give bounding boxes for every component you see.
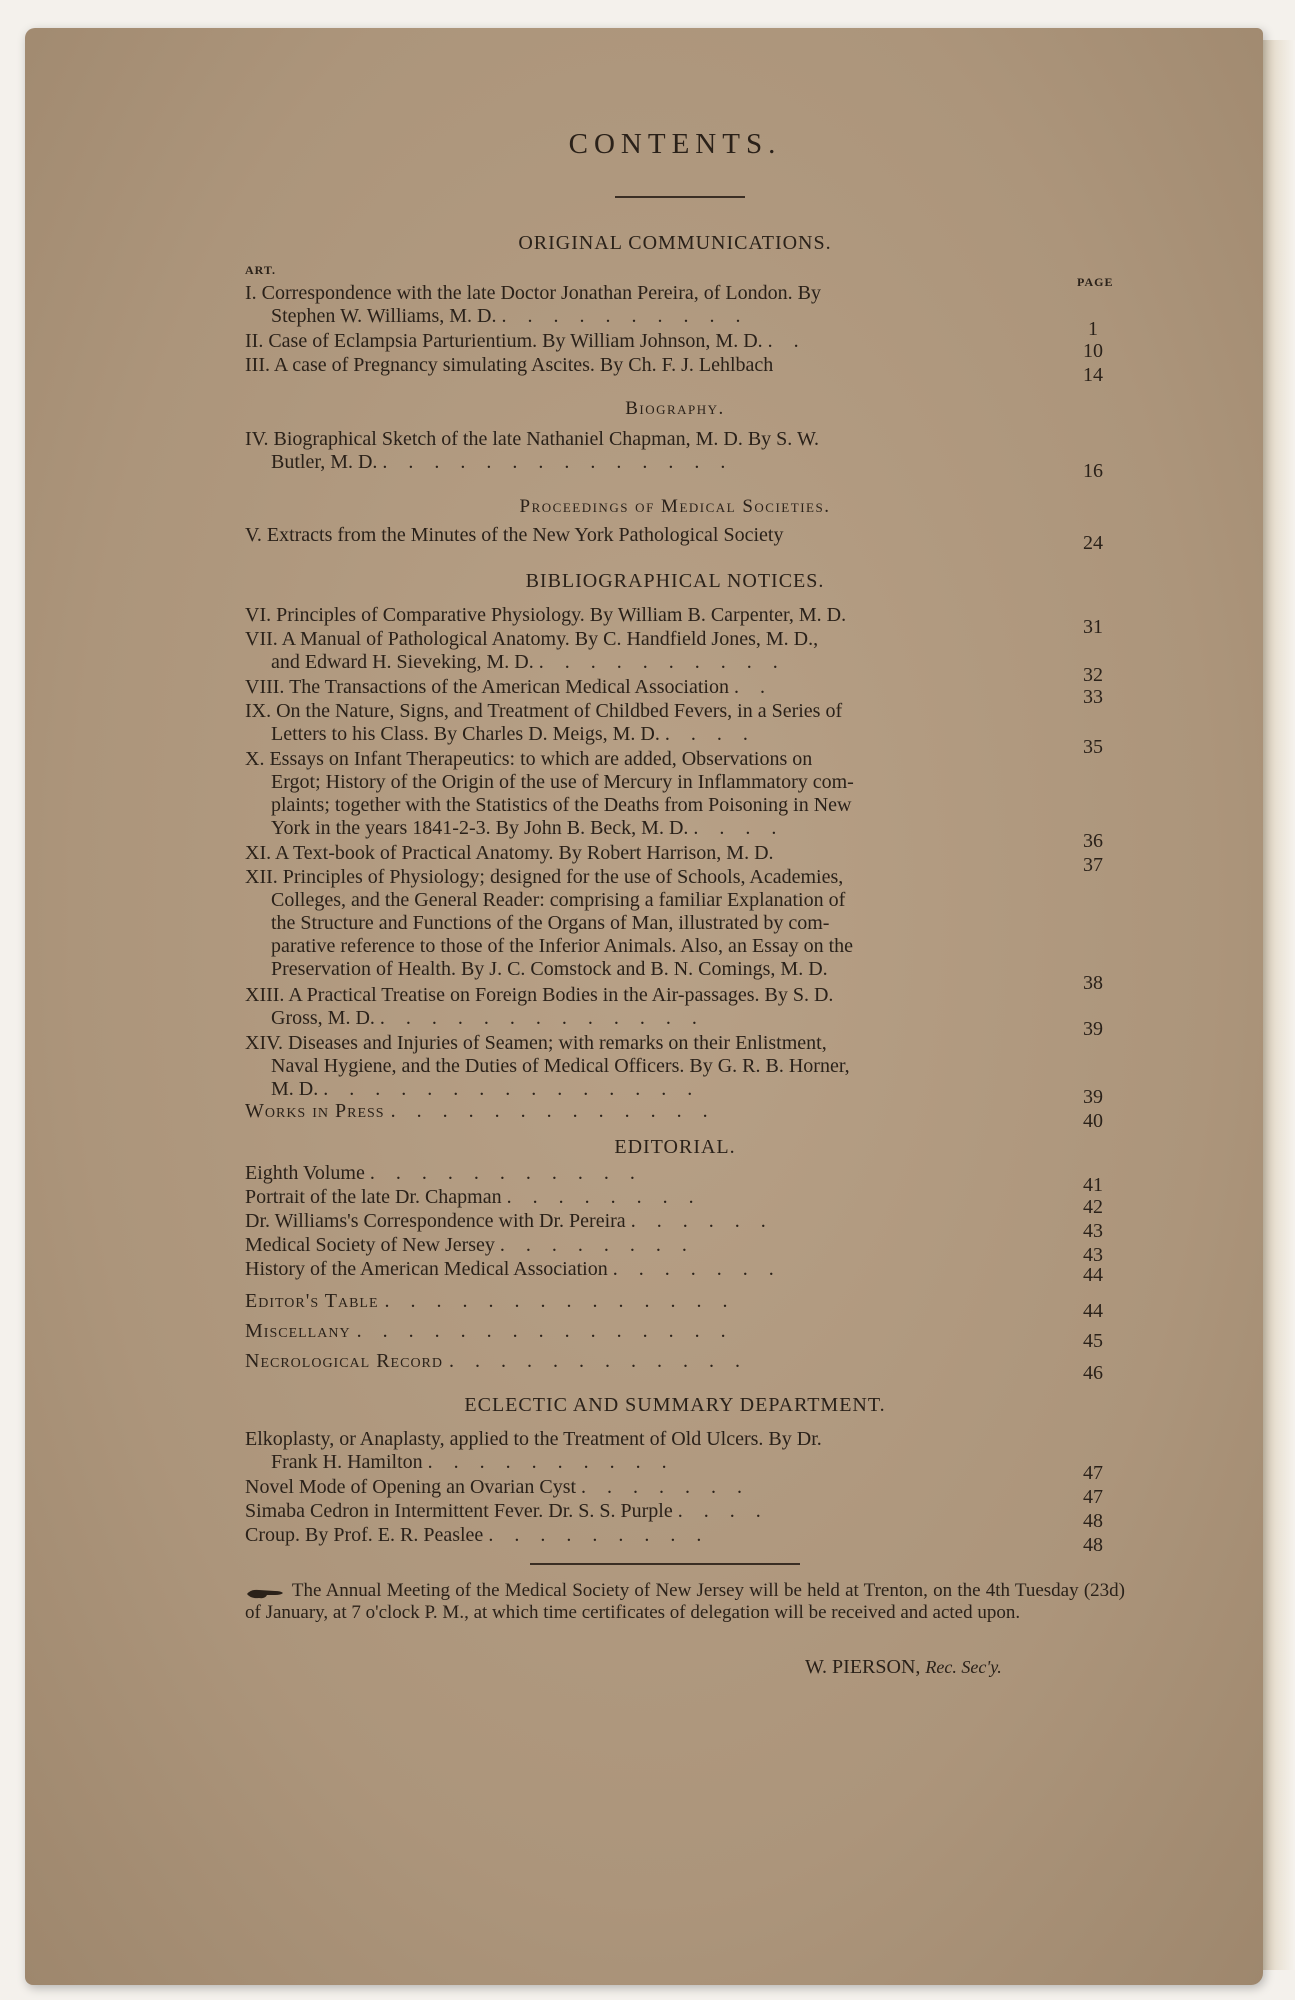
toc-entry-XIV: XIV. Diseases and Injuries of Seamen; with remarks on their Enlistment, Naval Hygiene, and the Duties of Medical Officers. By G. R. B. Horner, M. D. ............... [245, 1032, 1035, 1101]
page-column-header: PAGE [1077, 275, 1114, 289]
entry-text: VII. A Manual of Pathological Anatomy. By C. Handfield Jones, M. D., [245, 628, 819, 650]
entry-text: Novel Mode of Opening an Ovarian Cyst [245, 1476, 577, 1498]
section-proceedings: Proceedings of Medical Societies. [519, 496, 831, 517]
toc-entry-editorial-1: Eighth Volume ........... [245, 1162, 656, 1184]
entry-text-cont: Preservation of Health. By J. C. Comstock and B. N. Comings, M. D. [271, 958, 828, 980]
toc-entry-eclectic-2: Novel Mode of Opening an Ovarian Cyst ....... [245, 1476, 764, 1498]
page-number: 48 [1083, 1534, 1103, 1556]
toc-entry-XIII: XIII. A Practical Treatise on Foreign Bodies in the Air-passages. By S. D. Gross, M. D. ............. [245, 984, 834, 1029]
entry-text-cont: Naval Hygiene, and the Duties of Medical Officers. By G. R. B. Horner, [271, 1055, 850, 1077]
toc-entry-IV: IV. Biographical Sketch of the late Nathaniel Chapman, M. D. By S. W. Butler, M. D. .............. [245, 428, 819, 473]
page-number: 42 [1083, 1196, 1103, 1218]
annual-meeting-notice [245, 1580, 1125, 1624]
page-number: 37 [1083, 854, 1103, 876]
page-number: 44 [1083, 1300, 1103, 1322]
section-biography: Biography. [625, 398, 725, 419]
art-column-header: ART. [245, 263, 277, 277]
entry-text: XII. Principles of Physiology; designed for the use of Schools, Academies, [245, 866, 844, 888]
toc-entry-editorial-3: Dr. Williams's Correspondence with Dr. Pereira ...... [245, 1210, 787, 1232]
adjacent-page-edge [1263, 40, 1295, 1970]
toc-entry-editors-table: Editor's Table .............. [245, 1290, 749, 1312]
entry-text-cont: York in the years 1841-2-3. By John B. Beck, M. D. [271, 817, 689, 839]
entry-text: V. Extracts from the Minutes of the New York Pathological Society [245, 524, 784, 546]
page-title: CONTENTS. [568, 128, 782, 160]
entry-text-cont: Gross, M. D. [271, 1007, 375, 1029]
page-number: 10 [1083, 340, 1103, 362]
toc-entry-X: X. Essays on Infant Therapeutics: to which are added, Observations on Ergot; History of the Origin of the use of Mercury in Inflammatory com- plaints; together with the Statistics of the Deaths from Poisoning in New York in the years 1841-2-3. By John B. Beck, M. D. .... [245, 748, 1035, 840]
page-number: 31 [1083, 616, 1103, 638]
entry-text: XIV. Diseases and Injuries of Seamen; with remarks on their Enlistment, [245, 1032, 827, 1054]
title-rule [615, 196, 745, 198]
page-number: 43 [1083, 1244, 1103, 1266]
entry-text: VIII. The Transactions of the American Medical Association [245, 676, 729, 698]
page-number: 39 [1083, 1018, 1103, 1040]
entry-text: Simaba Cedron in Intermittent Fever. Dr. S. S. Purple [245, 1500, 673, 1522]
toc-entry-V [245, 524, 1035, 547]
entry-text: II. Case of Eclampsia Parturientium. By William Johnson, M. D. [245, 330, 763, 352]
section-original-communications: ORIGINAL COMMUNICATIONS. [518, 232, 832, 254]
entry-text-cont: plaints; together with the Statistics of the Deaths from Poisoning in New [271, 794, 852, 816]
entry-text: Eighth Volume [245, 1162, 365, 1184]
page-number: 39 [1083, 1086, 1103, 1108]
page-number: 38 [1083, 972, 1103, 994]
toc-entry-eclectic-4: Croup. By Prof. E. R. Peaslee ......... [245, 1524, 723, 1546]
page-number: 24 [1083, 532, 1103, 554]
section-editorial: EDITORIAL. [614, 1136, 736, 1158]
entry-text: Necrological Record [245, 1350, 444, 1372]
toc-entry-works-in-press: Works in Press ............. [245, 1100, 729, 1122]
entry-text: XI. A Text-book of Practical Anatomy. By Robert Harrison, M. D. [245, 842, 774, 864]
section-eclectic: ECLECTIC AND SUMMARY DEPARTMENT. [464, 1394, 886, 1416]
entry-text: I. Correspondence with the late Doctor Jonathan Pereira, of London. By [245, 282, 821, 304]
entry-text: Editor's Table [245, 1290, 379, 1312]
entry-text-cont: the Structure and Functions of the Organs of Man, illustrated by com- [271, 912, 830, 934]
toc-entry-III [245, 354, 1035, 377]
notice-divider [530, 1563, 800, 1565]
page-number: 33 [1083, 686, 1103, 708]
entry-text: XIII. A Practical Treatise on Foreign Bodies in the Air-passages. By S. D. [245, 984, 834, 1006]
signer-title: Rec. Sec'y. [925, 1657, 1002, 1677]
page-number: 14 [1083, 364, 1103, 386]
page-number: 47 [1083, 1486, 1103, 1508]
entry-text: X. Essays on Infant Therapeutics: to which are added, Observations on [245, 748, 813, 770]
page-number: 47 [1083, 1462, 1103, 1484]
notice-signature [805, 1656, 1125, 1679]
toc-entry-eclectic-3: Simaba Cedron in Intermittent Fever. Dr. S. S. Purple .... [245, 1500, 782, 1522]
entry-text-cont: Letters to his Class. By Charles D. Meigs, M. D. [271, 723, 660, 745]
page-number: 32 [1083, 664, 1103, 686]
signer-name: W. PIERSON, [805, 1656, 921, 1678]
entry-text-cont: Frank H. Hamilton [271, 1451, 423, 1473]
toc-entry-VI [245, 604, 1035, 627]
toc-entry-editorial-5: History of the American Medical Association ....... [245, 1258, 795, 1280]
toc-entry-eclectic-1: Elkoplasty, or Anaplasty, applied to the Treatment of Old Ulcers. By Dr. Frank H. Hamilton .......... [245, 1428, 822, 1473]
entry-text-cont: Stephen W. Williams, M. D. [271, 305, 497, 327]
toc-entry-miscellany: Miscellany ............... [245, 1320, 747, 1342]
page-number: 36 [1083, 830, 1103, 852]
section-bibliographical-notices: BIBLIOGRAPHICAL NOTICES. [525, 570, 825, 592]
entry-text: III. A case of Pregnancy simulating Ascites. By Ch. F. J. Lehlbach [245, 354, 774, 376]
entry-text: IX. On the Nature, Signs, and Treatment of Childbed Fevers, in a Series of [245, 700, 843, 722]
toc-entry-I: I. Correspondence with the late Doctor Jonathan Pereira, of London. By Stephen W. Williams, M. D. .......... [245, 282, 821, 327]
entry-text: Miscellany [245, 1320, 351, 1342]
toc-entry-IX: IX. On the Nature, Signs, and Treatment of Childbed Fevers, in a Series of Letters to his Class. By Charles D. Meigs, M. D. .... [245, 700, 843, 745]
toc-entry-editorial-4: Medical Society of New Jersey ........ [245, 1234, 708, 1256]
page-number: 48 [1083, 1510, 1103, 1532]
entry-text-cont: Colleges, and the General Reader: comprising a familiar Explanation of [271, 889, 846, 911]
page-number: 40 [1083, 1110, 1103, 1132]
page-number: 46 [1083, 1362, 1103, 1384]
page-number: 45 [1083, 1330, 1103, 1352]
entry-text: Dr. Williams's Correspondence with Dr. Pereira [245, 1210, 626, 1232]
entry-text-cont: and Edward H. Sieveking, M. D. [271, 651, 534, 673]
page-number: 43 [1083, 1220, 1103, 1242]
entry-text-cont: Ergot; History of the Origin of the use of Mercury in Inflammatory com- [271, 771, 854, 793]
entry-text: Works in Press [245, 1100, 385, 1122]
page-number: 16 [1083, 460, 1103, 482]
toc-entry-VII: VII. A Manual of Pathological Anatomy. By C. Handfield Jones, M. D., and Edward H. Sieveking, M. D. .......... [245, 628, 819, 673]
page-number: 44 [1083, 1264, 1103, 1286]
pointing-hand-icon [245, 1585, 287, 1599]
entry-text: History of the American Medical Association [245, 1258, 608, 1280]
toc-entry-editorial-2: Portrait of the late Dr. Chapman ........ [245, 1186, 715, 1208]
toc-entry-XI [245, 842, 1035, 865]
page-number: 35 [1083, 736, 1103, 758]
notice-text: The Annual Meeting of the Medical Society of New Jersey will be held at Trenton, on the 4th Tuesday (23d) of January, at 7 o'clock P. M., at which time certificates of delegation will be received and acted upon. [245, 1580, 1125, 1623]
entry-text: IV. Biographical Sketch of the late Nathaniel Chapman, M. D. By S. W. [245, 428, 819, 450]
page-number: 1 [1088, 318, 1098, 340]
entry-text-cont: parative reference to those of the Inferior Animals. Also, an Essay on the [271, 935, 854, 957]
page-number: 41 [1083, 1174, 1103, 1196]
toc-entry-necrological-record: Necrological Record ............ [245, 1350, 762, 1372]
entry-text-cont: Butler, M. D. [271, 451, 378, 473]
entry-text: VI. Principles of Comparative Physiology. By William B. Carpenter, M. D. [245, 604, 847, 626]
toc-entry-II: II. Case of Eclampsia Parturientium. By William Johnson, M. D. .. [245, 330, 820, 352]
entry-text: Croup. By Prof. E. R. Peaslee [245, 1524, 484, 1546]
toc-entry-XII [245, 866, 1035, 981]
toc-entry-VIII: VIII. The Transactions of the American Medical Association .. [245, 676, 786, 698]
entry-text: Elkoplasty, or Anaplasty, applied to the Treatment of Old Ulcers. By Dr. [245, 1428, 822, 1450]
entry-text-cont: M. D. [271, 1078, 319, 1100]
entry-text: Portrait of the late Dr. Chapman [245, 1186, 502, 1208]
entry-text: Medical Society of New Jersey [245, 1234, 495, 1256]
